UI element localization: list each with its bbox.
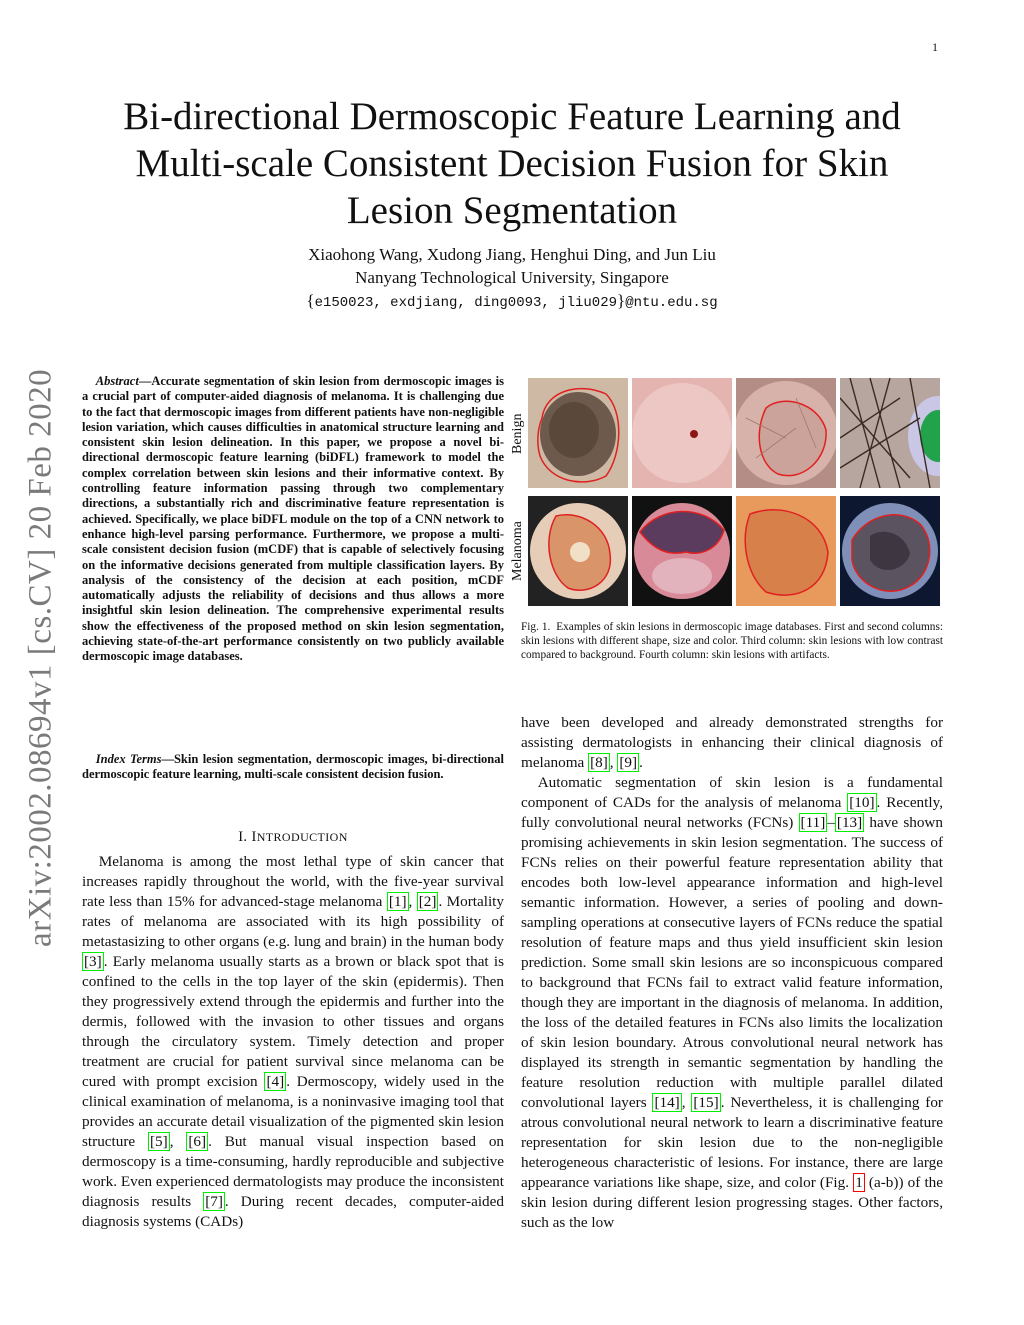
melanoma-image-1 <box>528 496 628 606</box>
citation-link[interactable]: [2] <box>418 893 437 910</box>
paragraph-text: , <box>681 1094 692 1111</box>
index-terms <box>82 752 504 783</box>
row-label-benign: Benign <box>510 413 525 455</box>
page-number: 1 <box>932 40 938 54</box>
paragraph-text: . <box>639 754 643 771</box>
paragraph-text: – <box>827 814 835 831</box>
figure-1 <box>508 378 948 608</box>
paragraph-text: have shown promising achievements in skin lesion segmentation. The success of FCNs relies on their powerful feature representation ability that encodes both low-level appearance information and high-level semantic information. However, a series of pooling and down-sampling operations at consecutive layers of FCNs reduce the spatial resolution of feature maps and thus yield insufficient skin lesion prediction. Some small skin lesions are so inconspicuous compared to background that FCNs fail to extract valid feature information, though they are important in the diagnosis of melanoma. In addition, the loss of the detailed features in FCNs also limits the localization of skin lesion boundary. Atrous convolutional neural network has displayed its strength in semantic segmentation by handling the feature resolution reduction with multiple parallel dilated convolutional layers <box>521 814 943 1111</box>
section-heading-introduction <box>82 829 504 846</box>
continued-paragraph <box>521 713 943 773</box>
citation-link[interactable]: [9] <box>619 754 638 771</box>
citation-link[interactable]: [13] <box>836 814 863 831</box>
paragraph-text: . Dermoscopy, widely used in the clinical examination of melanoma, is a noninvasive imaging tool that provides an accurate detail visualization of the pigmented skin lesion structure <box>82 1073 504 1150</box>
segmentation-paragraph <box>521 773 943 1233</box>
paragraph-text: . Nevertheless, it is challenging for atrous convolutional neural network to learn a discriminative feature representation for skin lesion due to the non-negligible heterogeneous characteristic of lesions. For instance, there are large appearance variations like shape, size, and color (Fig. <box>521 1094 943 1191</box>
citation-link[interactable]: [15] <box>693 1094 719 1111</box>
section-title-initial: I <box>251 829 257 845</box>
melanoma-image-4 <box>840 496 940 606</box>
citation-link[interactable]: [10] <box>849 794 875 811</box>
paragraph-text: . Recently, fully convolutional neural networks (FCNs) <box>521 794 943 831</box>
paragraph-text: . Mortality rates of melanoma are associated with its high possibility of metastasizing to other organs (e.g. lung and brain) in the human body <box>82 893 504 950</box>
paragraph-text: , <box>408 893 417 910</box>
citation-link[interactable]: [4] <box>266 1073 285 1090</box>
abstract-label: Abstract <box>95 374 139 388</box>
paragraph-text: Automatic segmentation of skin lesion is a fundamental component of CADs for the analysis of melanoma <box>521 774 943 811</box>
citation-link[interactable]: [3] <box>84 953 102 970</box>
email-domain: @ntu.edu.sg <box>625 295 718 311</box>
right-column-body <box>521 713 943 1233</box>
section-number: I. <box>238 829 248 845</box>
figure-1-caption-text: Examples of skin lesions in dermoscopic image databases. First and second columns: skin lesions with different shape, size and color. Third column: skin lesions with low contrast compared to background. Fourth column: skin lesions with artifacts. <box>521 621 943 661</box>
paper-title: Bi-directional Dermoscopic Feature Learning and Multi-scale Consistent Decision Fusion for Skin Lesion Segmentation <box>123 95 901 232</box>
citation-link[interactable]: [14] <box>654 1094 680 1111</box>
email-ids: e150023, exdjiang, ding0093, jliu029 <box>314 295 618 311</box>
figure-reference-link[interactable]: 1 <box>855 1174 863 1191</box>
affiliation: Nanyang Technological University, Singapore <box>355 268 669 287</box>
citation-link[interactable]: [5] <box>149 1133 168 1150</box>
paragraph-text: , <box>609 754 618 771</box>
intro-paragraph <box>82 852 504 1232</box>
section-title-rest: NTRODUCTION <box>256 830 348 844</box>
citation-link[interactable]: [1] <box>388 893 407 910</box>
figure-1-caption <box>521 621 943 662</box>
index-terms-text: —Skin lesion segmentation, dermoscopic images, bi-directional dermoscopic feature learning, multi-scale consistent decision fusion. <box>82 752 504 782</box>
arxiv-identifier[interactable]: arXiv:2002.08694v1 [cs.CV] 20 Feb 2020 <box>22 368 59 947</box>
paragraph-text: (a-b)) of the skin lesion during different lesion progressing stages. Other factors, such as the low <box>521 1174 943 1231</box>
citation-link[interactable]: [8] <box>590 754 608 771</box>
melanoma-image-2 <box>632 496 732 606</box>
abstract <box>82 374 504 665</box>
benign-image-4 <box>840 378 940 488</box>
benign-image-2 <box>632 378 732 488</box>
row-label-melanoma: Melanoma <box>510 521 525 581</box>
citation-link[interactable]: [6] <box>188 1133 207 1150</box>
author-emails: {e150023, exdjiang, ding0093, jliu029}@ntu.edu.sg <box>306 291 718 311</box>
paragraph-text: . Early melanoma usually starts as a brown or black spot that is confined to the cells in the top layer of the skin (epidermis). Then they progressively extend through the epidermis and further into the dermis, followed with the invasion to other tissues and organs through the circulatory system. Timely detection and proper treatment are crucial for patient survival since melanoma can be cured with prompt excision <box>82 953 504 1090</box>
benign-image-1 <box>528 378 628 488</box>
introduction-body <box>82 852 504 1232</box>
paragraph-text: . During recent decades, computer-aided diagnosis systems (CADs) <box>82 1193 504 1230</box>
citation-link[interactable]: [11] <box>800 814 826 831</box>
index-terms-label: Index Terms <box>95 752 162 766</box>
benign-image-3 <box>736 378 836 488</box>
melanoma-image-3 <box>736 496 836 606</box>
figure-1-label: Fig. 1. <box>521 621 551 633</box>
paragraph-text: . But manual visual inspection based on dermoscopy is a time-consuming, hardly reproducible and subjective work. Even experienced dermatologists may produce the inconsistent diagnosis results <box>82 1133 505 1210</box>
paragraph-text: have been developed and already demonstrated strengths for assisting dermatologists in enhancing their clinical diagnosis of melanoma <box>521 714 943 771</box>
citation-link[interactable]: [7] <box>205 1193 223 1210</box>
paragraph-text: , <box>169 1133 187 1150</box>
paragraph-text: Melanoma is among the most lethal type of skin cancer that increases rapidly throughout the world, with the five-year survival rate less than 15% for advanced-stage melanoma <box>82 853 504 910</box>
abstract-text: —Accurate segmentation of skin lesion from dermoscopic images is a crucial part of computer-aided diagnosis of melanoma. It is challenging due to the fact that dermoscopic images from different patients have non-negligible lesion variation, which causes difficulties in anatomical structure learning and consistent skin lesion delineation. In this paper, we propose a novel bi-directional dermoscopic feature learning (biDFL) framework to model the complex correlation between skin lesions and their informative context. By controlling feature information passing through two complementary directions, a substantially rich and discriminative feature representation is achieved. Specifically, we place biDFL module on the top of a CNN network to enhance high-level parsing performance. Furthermore, we propose a multi-scale consistent decision fusion (mCDF) that is capable of selectively focusing on the informative decisions generated from multiple classification layers. By analysis of the consistency of the decision at each position, mCDF automatically adjusts the reliability of decisions and thus allows a more insightful skin lesion delineation. The comprehensive experimental results show the effectiveness of the proposed method on skin lesion segmentation, achieving state-of-the-art performance consistently on two publicly available dermoscopic image databases. <box>82 374 504 664</box>
author-list: Xiaohong Wang, Xudong Jiang, Henghui Ding, and Jun Liu <box>308 245 716 264</box>
